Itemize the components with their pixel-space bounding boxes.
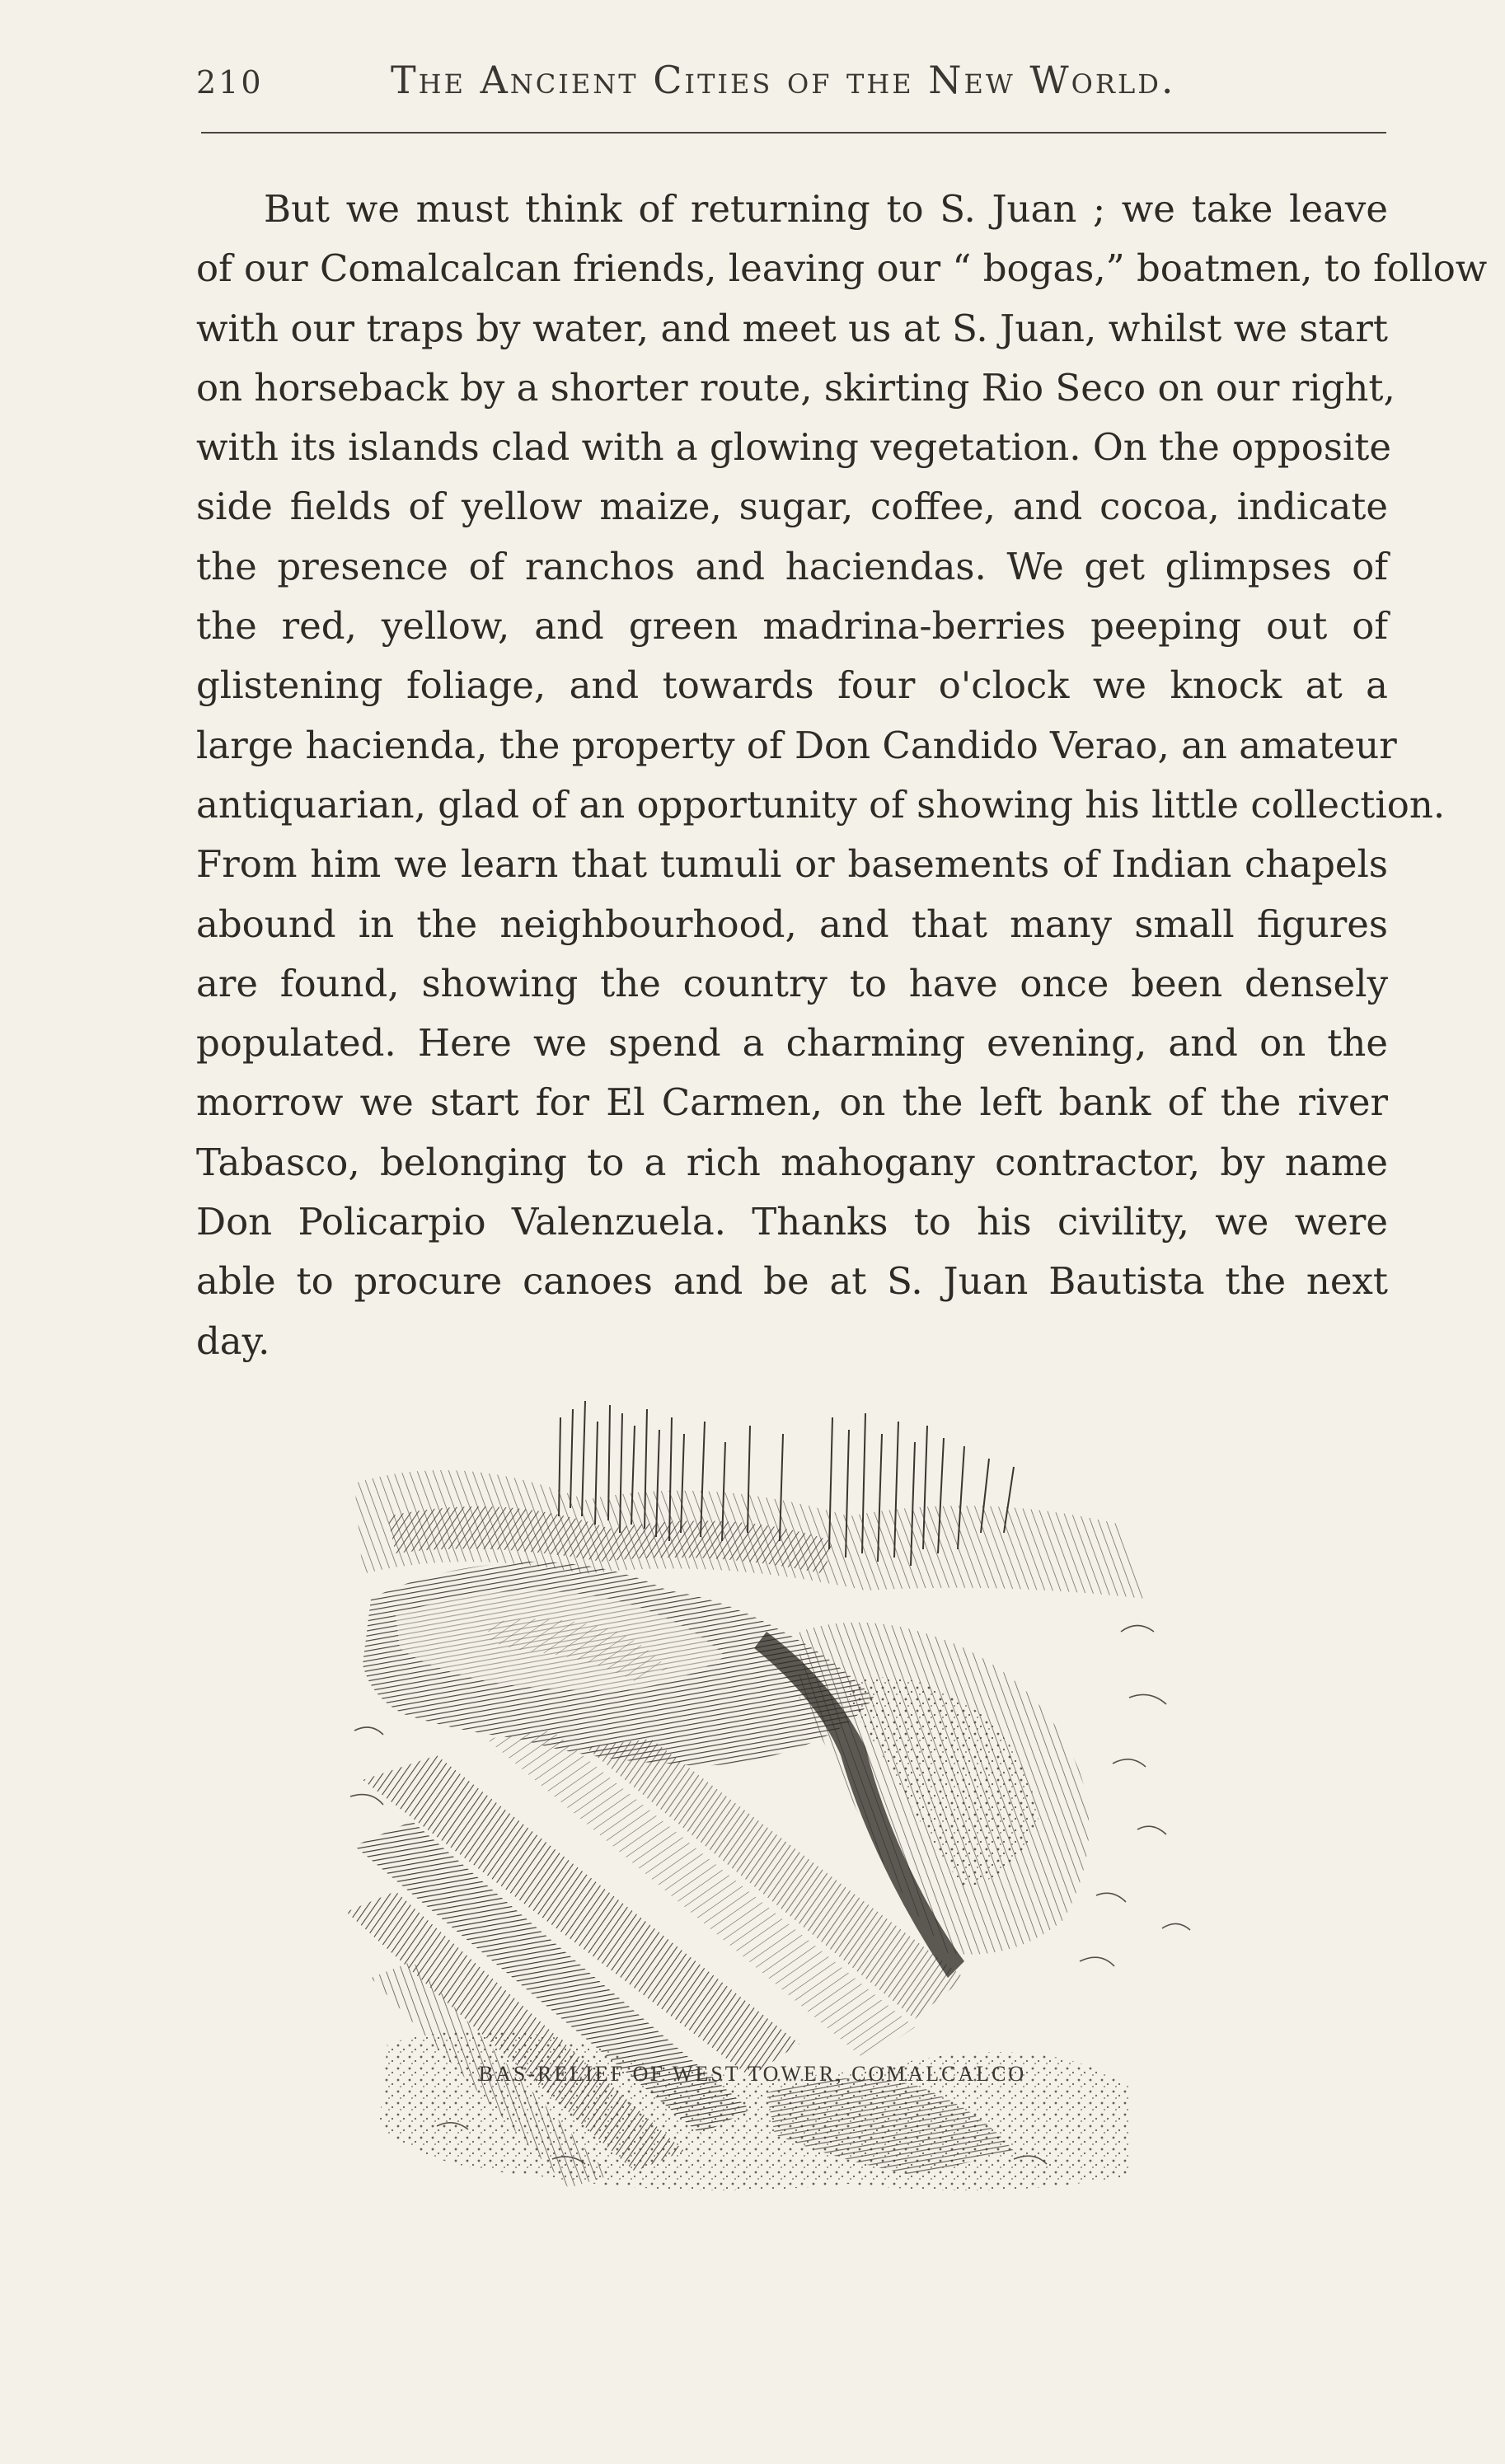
text-line: glistening foliage, and towards four o'clock we knock at a	[196, 663, 1388, 708]
text-line: are found, showing the country to have once been densely	[196, 961, 1388, 1005]
text-line: able to procure canoes and be at S. Juan Bautista the next	[196, 1259, 1388, 1304]
text-line: antiquarian, glad of an opportunity of showing his little collection.	[196, 782, 1446, 827]
text-line: Don Policarpio Valenzuela. Thanks to his civility, we were	[196, 1200, 1388, 1244]
text-line: the presence of ranchos and haciendas. We get glimpses of	[196, 544, 1388, 588]
header-rule	[201, 132, 1386, 134]
page-number: 210	[196, 64, 264, 101]
running-title: The Ancient Cities of the New World.	[391, 58, 1176, 102]
bas-relief-engraving	[338, 1384, 1224, 2464]
text-line: large hacienda, the property of Don Candido Verao, an amateur	[196, 723, 1397, 767]
text-line: But we must think of returning to S. Juan ; we take leave	[264, 187, 1388, 231]
text-line: abound in the neighbourhood, and that many small figures	[196, 902, 1388, 946]
text-line: of our Comalcalcan friends, leaving our “ bogas,” boatmen, to follow	[196, 246, 1488, 291]
running-head	[196, 58, 1391, 107]
text-line: morrow we start for El Carmen, on the left bank of the river	[196, 1080, 1388, 1125]
text-line: side fields of yellow maize, sugar, coffee, and cocoa, indicate	[196, 485, 1388, 529]
text-line: with our traps by water, and meet us at S. Juan, whilst we start	[196, 306, 1388, 350]
text-line: populated. Here we spend a charming evening, and on the	[196, 1021, 1388, 1066]
figure-caption: BAS-RELIEF OF WEST TOWER, COMALCALCO	[478, 2062, 1027, 2086]
text-line: on horseback by a shorter route, skirting Rio Seco on our right,	[196, 365, 1395, 410]
text-line: with its islands clad with a glowing vegetation. On the opposite	[196, 425, 1392, 470]
text-line: day.	[196, 1319, 270, 1363]
text-line: Tabasco, belonging to a rich mahogany contractor, by name	[196, 1140, 1388, 1184]
text-line: From him we learn that tumuli or basements of Indian chapels	[196, 842, 1388, 887]
text-line: the red, yellow, and green madrina-berries peeping out of	[196, 604, 1388, 649]
body-paragraph	[196, 180, 1488, 1371]
